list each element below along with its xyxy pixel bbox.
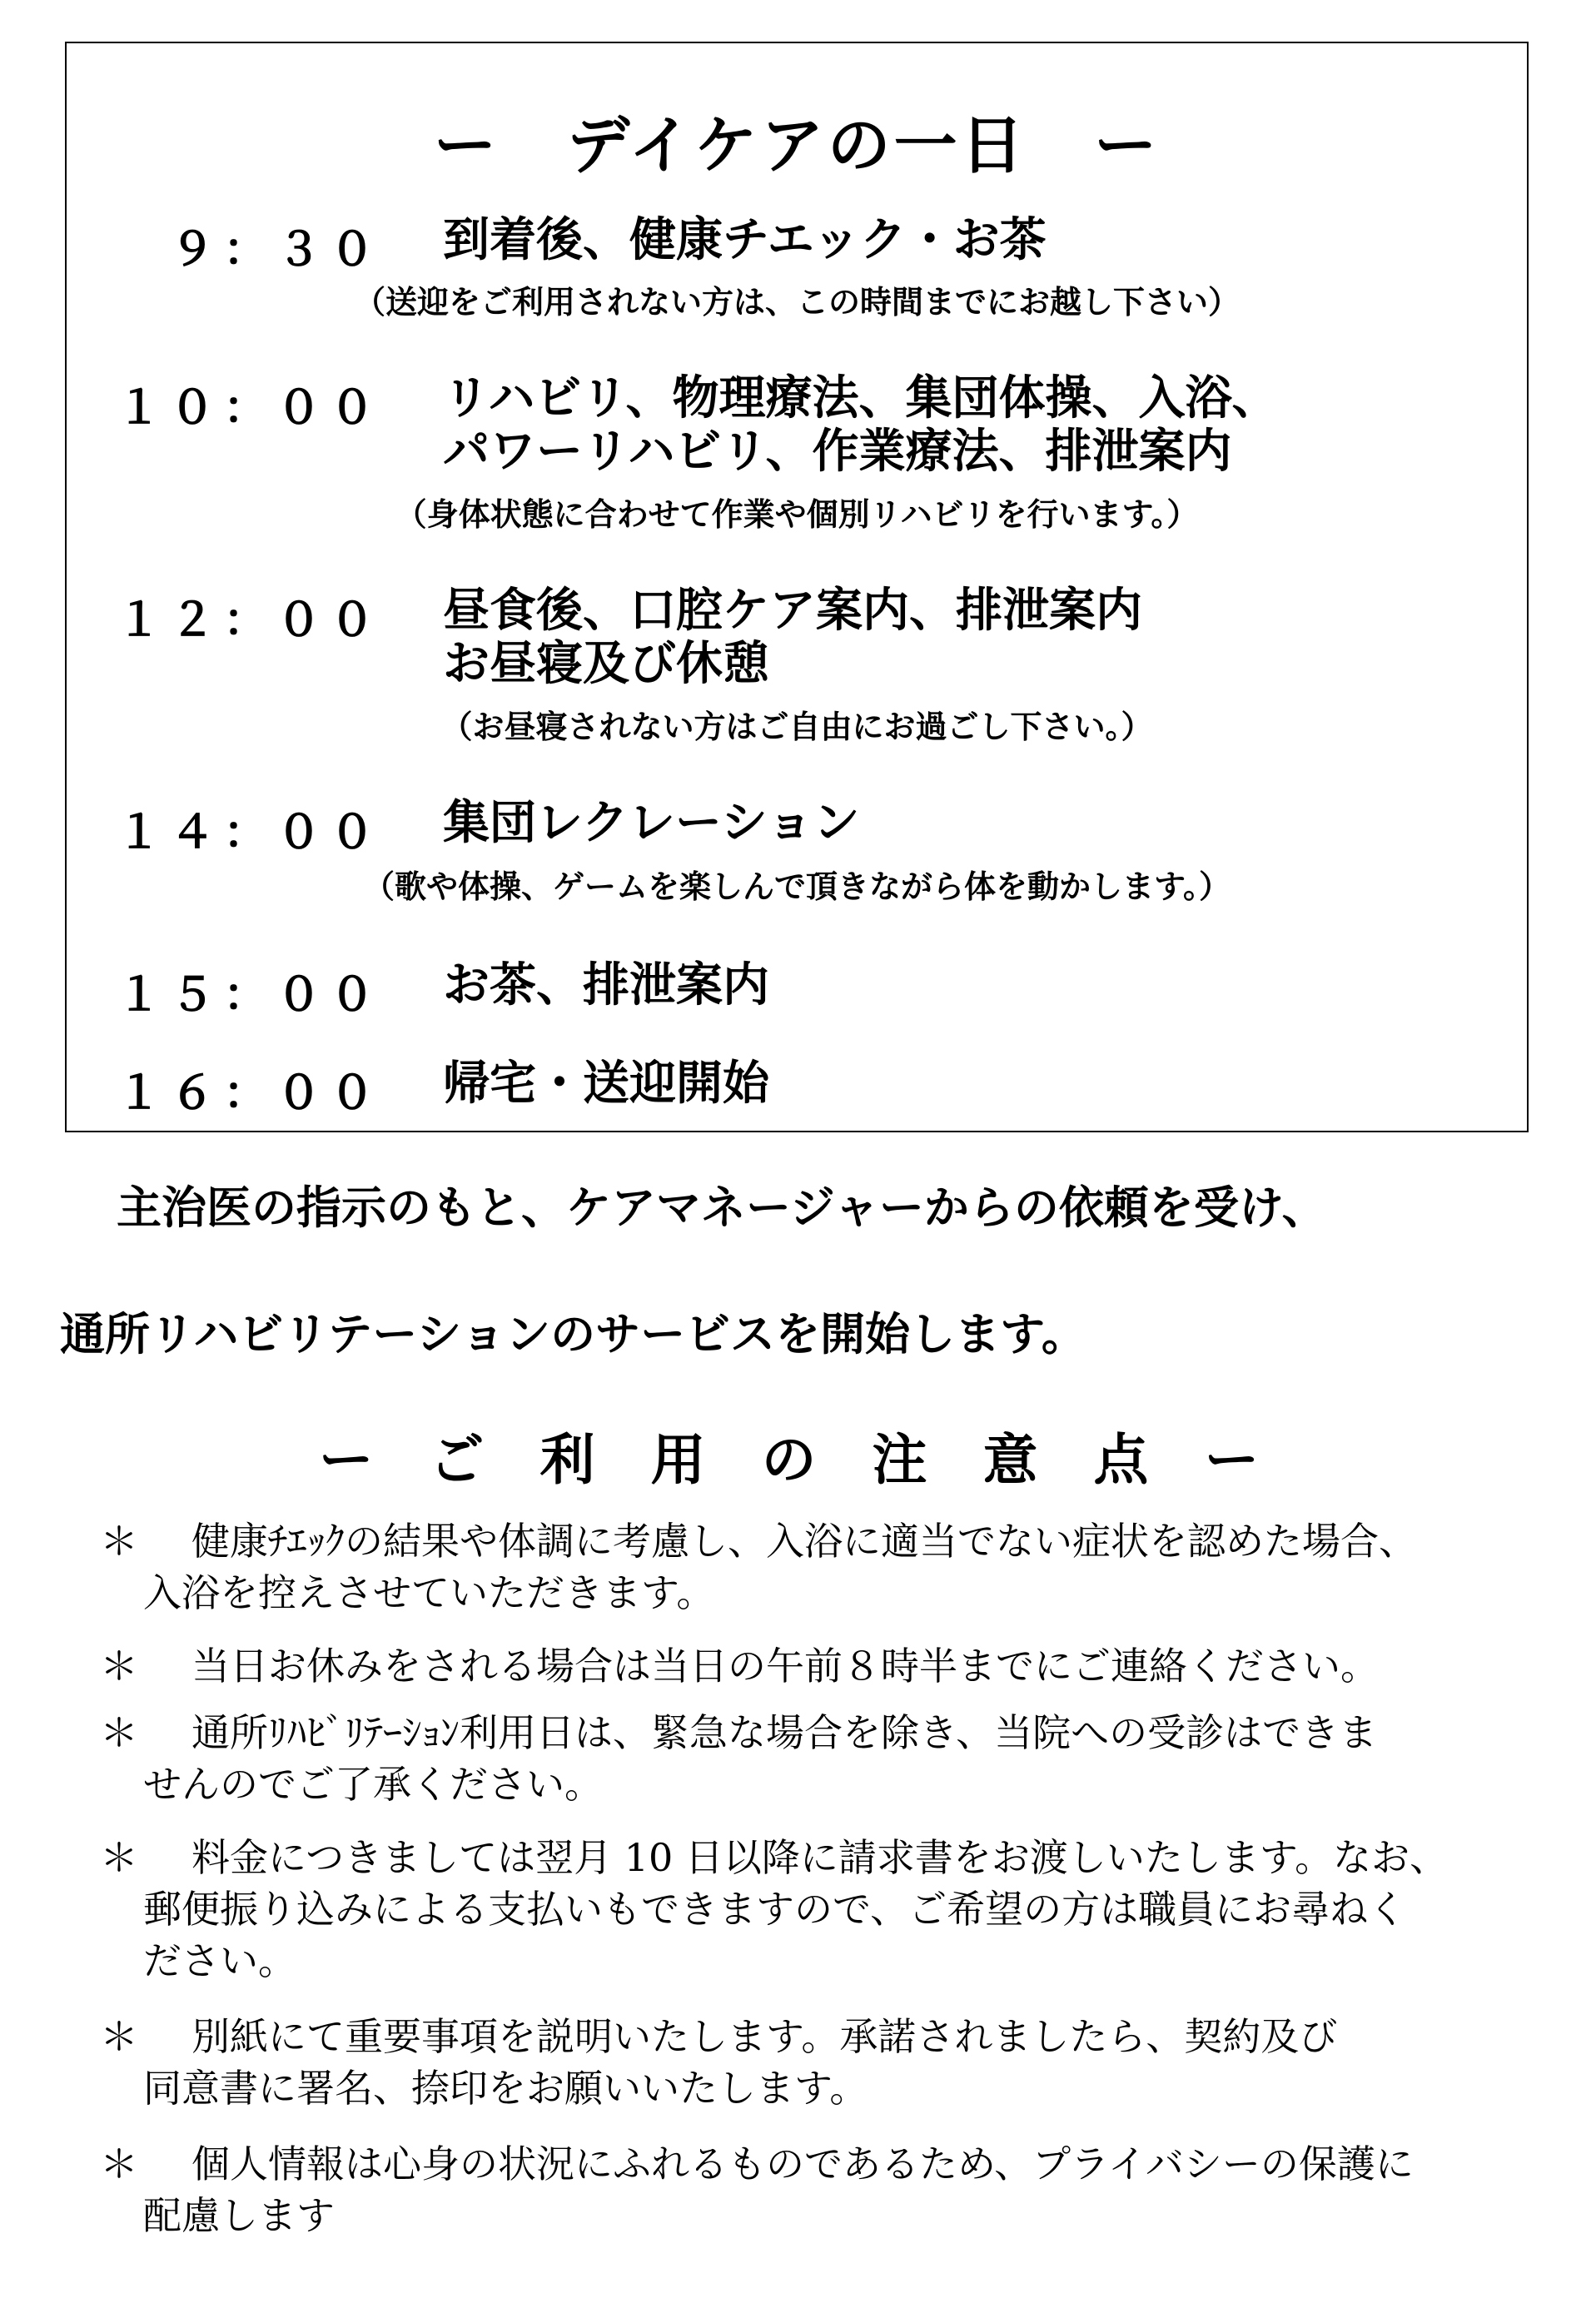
entry-activity: 到着後、健康チエック・お茶 xyxy=(443,213,1047,267)
notes-title: ー ご 利 用 の 注 意 点 ー xyxy=(318,1428,1278,1492)
schedule-box xyxy=(65,42,1529,1132)
notice-text: 健康ﾁｴｯｸの結果や体調に考慮し、入浴に適当でない症状を認めた場合、 xyxy=(191,1519,1417,1564)
entry-time: １５：００ xyxy=(117,968,383,1021)
entry-note: （送迎をご利用されない方は、この時間までにお越し下さい） xyxy=(353,284,1240,321)
schedule-title: ー デイケアの一日 ー xyxy=(433,108,1161,182)
entry-note: （身体状態に合わせて作業や個別リハビリを行います。） xyxy=(395,496,1199,533)
entry-activity: 昼食後、口腔ケア案内、排泄案内 xyxy=(443,584,1142,638)
notice-text: 個人情報は心身の状況にふれるものであるため、プライバシーの保護に xyxy=(191,2141,1414,2186)
intro-line-1: 主治医の指示のもと、ケアマネージャーからの依頼を受け、 xyxy=(117,1181,1327,1234)
notice-item xyxy=(100,2138,1532,2241)
asterisk-icon: ＊ xyxy=(100,2014,138,2059)
notice-text: 別紙にて重要事項を説明いたします。承諾されましたら、契約及び xyxy=(191,2014,1338,2059)
notice-text: 配慮します xyxy=(143,2193,335,2238)
entry-time: ９：３０ xyxy=(170,223,383,276)
notice-item xyxy=(100,1707,1532,1810)
entry-time: １２：００ xyxy=(117,594,383,646)
asterisk-icon: ＊ xyxy=(100,1519,138,1564)
entry-activity: リハビリ、物理療法、集団体操、入浴、 xyxy=(443,371,1279,425)
notice-text: 同意書に署名、捺印をお願いいたします。 xyxy=(143,2066,868,2111)
notice-text: ださい。 xyxy=(143,1938,296,1983)
notice-text: せんのでご了承ください。 xyxy=(143,1762,603,1807)
notice-item xyxy=(100,1832,1532,1987)
notice-text: 料金につきましては翌月 10 日以降に請求書をお渡しいたします。なお、 xyxy=(191,1835,1449,1880)
notice-text: 入浴を控えさせていただきます。 xyxy=(143,1570,715,1615)
asterisk-icon: ＊ xyxy=(100,1835,138,1880)
entry-time: １４：００ xyxy=(117,806,383,858)
asterisk-icon: ＊ xyxy=(100,1644,138,1689)
notice-item xyxy=(100,1515,1532,1619)
asterisk-icon: ＊ xyxy=(100,2141,138,2186)
notice-text: 郵便振り込みによる支払いもできますので、ご希望の方は職員にお尋ねく xyxy=(143,1887,1407,1932)
entry-activity: お茶、排泄案内 xyxy=(443,958,769,1012)
entry-note: （お昼寝されない方はご自由にお過ごし下さい。） xyxy=(440,709,1153,745)
entry-note: （歌や体操、ゲームを楽しんで頂きながら体を動かします。） xyxy=(363,868,1231,905)
notice-text: 当日お休みをされる場合は当日の午前８時半までにご連絡ください。 xyxy=(191,1644,1379,1689)
asterisk-icon: ＊ xyxy=(100,1710,138,1755)
entry-activity: 帰宅・送迎開始 xyxy=(443,1057,769,1111)
entry-time: １０：００ xyxy=(117,381,383,434)
notice-text: 通所ﾘﾊﾋﾞﾘﾃｰｼｮﾝ利用日は、緊急な場合を除き、当院への受診はできま xyxy=(191,1710,1378,1755)
notice-item xyxy=(100,1640,1532,1692)
entry-time: １６：００ xyxy=(117,1067,383,1119)
entry-activity: パワーリハビリ、作業療法、排泄案内 xyxy=(443,425,1232,479)
notice-item xyxy=(100,2011,1532,2114)
entry-activity: お昼寝及び休憩 xyxy=(443,637,769,691)
entry-activity: 集団レクレーション xyxy=(443,796,860,850)
intro-line-2: 通所リハビリテーションのサービスを開始します。 xyxy=(60,1308,1086,1360)
